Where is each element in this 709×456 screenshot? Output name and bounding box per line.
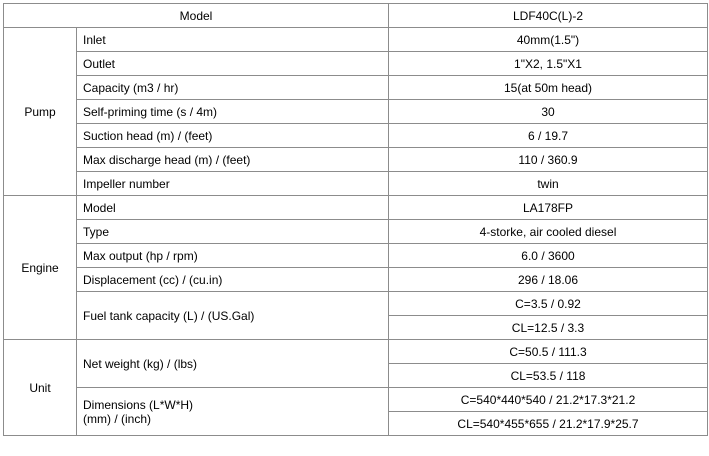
row-value: 6.0 / 3600 xyxy=(389,244,708,268)
row-label: Suction head (m) / (feet) xyxy=(77,124,389,148)
row-value: 4-storke, air cooled diesel xyxy=(389,220,708,244)
row-label: Inlet xyxy=(77,28,389,52)
row-label: Displacement (cc) / (cu.in) xyxy=(77,268,389,292)
table-row-header xyxy=(4,4,708,28)
group-label-engine: Engine xyxy=(4,196,77,340)
row-value: 1"X2, 1.5"X1 xyxy=(389,52,708,76)
row-label: Self-priming time (s / 4m) xyxy=(77,100,389,124)
table-row xyxy=(4,172,708,196)
table-row xyxy=(4,268,708,292)
group-label-unit: Unit xyxy=(4,340,77,436)
header-label: Model xyxy=(4,4,389,28)
row-label: Type xyxy=(77,220,389,244)
table-row xyxy=(4,124,708,148)
table-row xyxy=(4,76,708,100)
row-value: LA178FP xyxy=(389,196,708,220)
dimensions-label-line2: (mm) / (inch) xyxy=(83,411,151,426)
fuel-tank-value-c: C=3.5 / 0.92 xyxy=(389,292,708,316)
dimensions-label-line1: Dimensions (L*W*H) xyxy=(83,397,194,412)
header-model-value: LDF40C(L)-2 xyxy=(389,4,708,28)
row-value: 296 / 18.06 xyxy=(389,268,708,292)
table-row xyxy=(4,100,708,124)
table-row xyxy=(4,340,708,364)
row-value: 30 xyxy=(389,100,708,124)
row-value: 40mm(1.5") xyxy=(389,28,708,52)
row-label: Max discharge head (m) / (feet) xyxy=(77,148,389,172)
row-label: Impeller number xyxy=(77,172,389,196)
row-label: Outlet xyxy=(77,52,389,76)
row-value: 110 / 360.9 xyxy=(389,148,708,172)
group-label-pump: Pump xyxy=(4,28,77,196)
table-row xyxy=(4,388,708,412)
table-row xyxy=(4,28,708,52)
row-value: 15(at 50m head) xyxy=(389,76,708,100)
fuel-tank-label: Fuel tank capacity (L) / (US.Gal) xyxy=(77,292,389,340)
row-label: Max output (hp / rpm) xyxy=(77,244,389,268)
row-value: 6 / 19.7 xyxy=(389,124,708,148)
table-row xyxy=(4,52,708,76)
net-weight-label: Net weight (kg) / (lbs) xyxy=(77,340,389,388)
table-row xyxy=(4,292,708,316)
dimensions-value-c: C=540*440*540 / 21.2*17.3*21.2 xyxy=(389,388,708,412)
row-label: Model xyxy=(77,196,389,220)
fuel-tank-value-cl: CL=12.5 / 3.3 xyxy=(389,316,708,340)
row-label: Capacity (m3 / hr) xyxy=(77,76,389,100)
net-weight-value-cl: CL=53.5 / 118 xyxy=(389,364,708,388)
table-row xyxy=(4,244,708,268)
dimensions-label xyxy=(77,388,389,436)
net-weight-value-c: C=50.5 / 111.3 xyxy=(389,340,708,364)
table-row xyxy=(4,148,708,172)
spec-table xyxy=(3,3,708,436)
dimensions-value-cl: CL=540*455*655 / 21.2*17.9*25.7 xyxy=(389,412,708,436)
table-row xyxy=(4,196,708,220)
table-row xyxy=(4,220,708,244)
row-value: twin xyxy=(389,172,708,196)
